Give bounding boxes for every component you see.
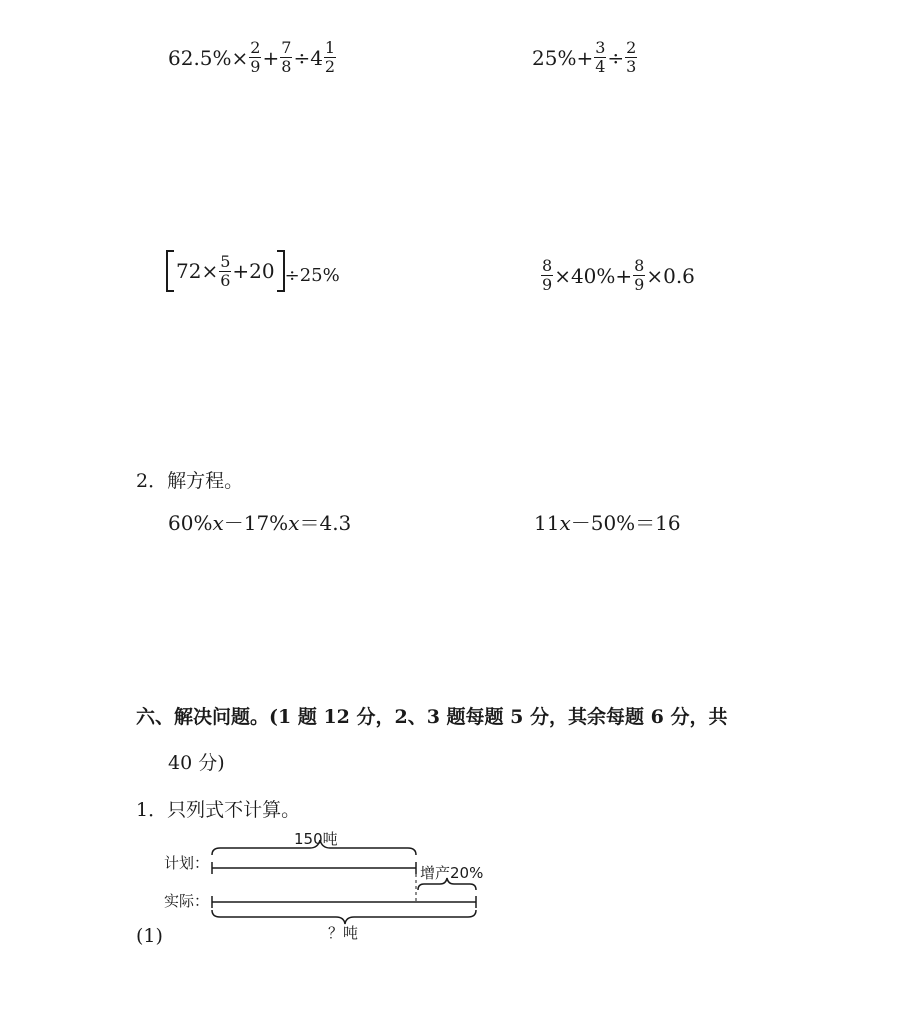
fraction: $\frac{8}{9}$ [542, 256, 553, 294]
calc-expression-4 [540, 258, 695, 293]
left-bracket [166, 250, 174, 292]
fraction: $\frac{5}{6}$ [220, 251, 231, 290]
expr-text: 62.5%× [168, 45, 249, 70]
expr-text: 72× [176, 259, 219, 283]
fraction: $\frac{1}{2}$ [324, 38, 336, 76]
equation-2: 11 x －50%＝16 [534, 511, 681, 535]
equations-heading: 2．解方程。 [136, 470, 244, 492]
label-actual: 实际： [164, 892, 210, 910]
expr-text: +20 [232, 259, 275, 283]
label-plan: 计划： [164, 854, 210, 872]
equation-1: 60% x －17% x ＝4.3 [168, 511, 352, 535]
calc-expression-1 [168, 40, 337, 75]
expr-text: ×40%+ [554, 263, 633, 288]
expr-text: ÷25% [284, 265, 340, 286]
fraction: $\frac{2}{3}$ [626, 38, 637, 76]
question-1-heading: 1．只列式不计算。 [136, 799, 301, 821]
fraction: $\frac{2}{9}$ [250, 38, 261, 76]
fraction: $\frac{3}{4}$ [595, 38, 606, 76]
expr-text: + [262, 45, 280, 70]
section-6-title-line-2: 40 分) [168, 752, 225, 774]
expr-text: ×0.6 [646, 263, 695, 288]
label-unknown-tons: ？吨 [328, 924, 359, 942]
fraction: $\frac{8}{9}$ [634, 256, 645, 294]
calc-expression-3 [166, 250, 340, 292]
section-6-title-line-1: 六、解决问题。(1 题 12 分，2、3 题每题 5 分，其余每题 6 分，共 [136, 706, 728, 728]
sub-question-1-label: (1) [136, 925, 163, 947]
right-bracket [277, 250, 285, 292]
label-increase: 增产20% [420, 864, 484, 882]
fraction: $\frac{7}{8}$ [281, 38, 292, 76]
label-150-tons: 150吨 [294, 830, 338, 848]
expr-text: ÷4 [293, 45, 323, 70]
expr-text: 25%+ [532, 45, 594, 70]
calc-expression-2 [532, 40, 638, 75]
expr-text: ÷ [607, 45, 625, 70]
